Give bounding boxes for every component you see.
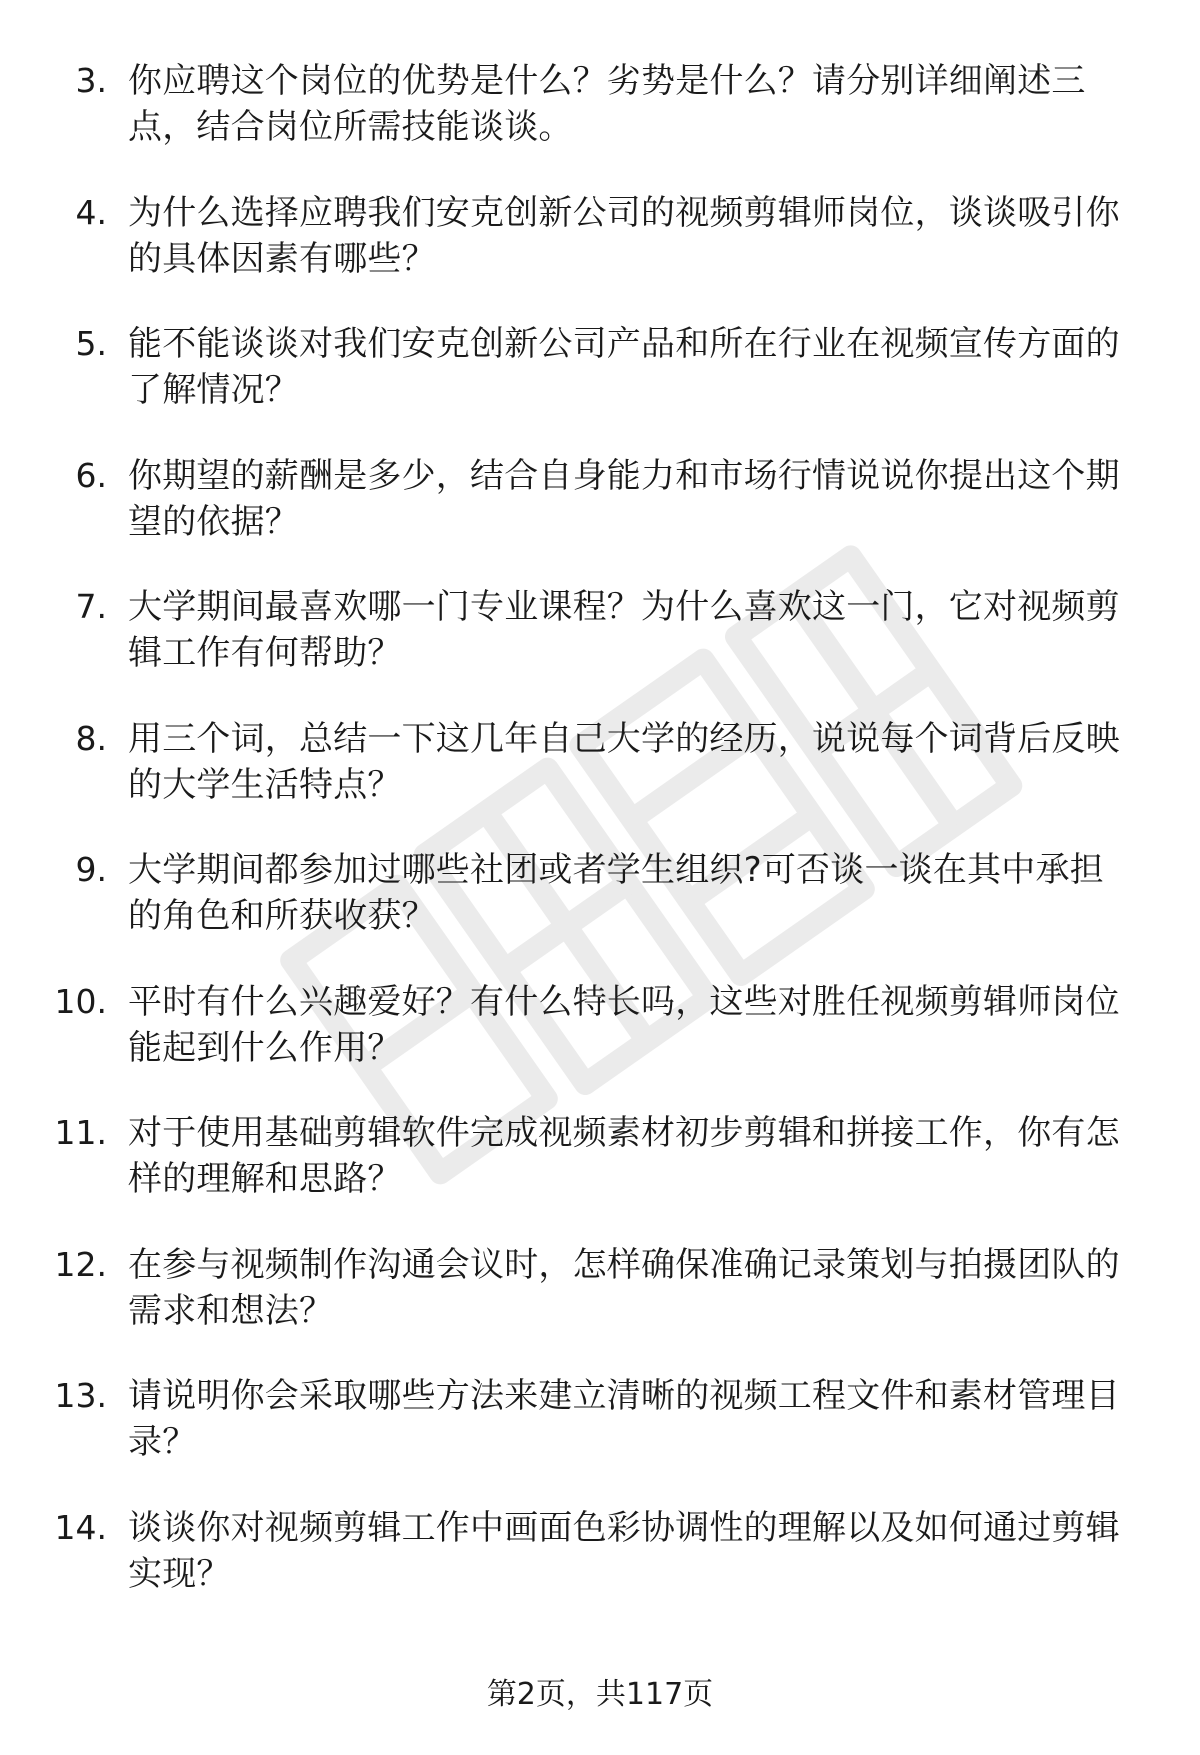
- question-number: 14.: [54, 1507, 107, 1547]
- list-item: [0, 1373, 1200, 1505]
- list-item: [0, 584, 1200, 716]
- question-text: 谈谈你对视频剪辑工作中画面色彩协调性的理解以及如何通过剪辑实现？: [128, 1507, 1120, 1594]
- question-text: 对于使用基础剪辑软件完成视频素材初步剪辑和拼接工作，你有怎样的理解和思路？: [128, 1113, 1120, 1199]
- page-footer: 第2页，共117页: [486, 1677, 714, 1712]
- list-item: [0, 847, 1200, 979]
- question-text: 请说明你会采取哪些方法来建立清晰的视频工程文件和素材管理目录？: [128, 1376, 1120, 1462]
- question-number: 8.: [75, 718, 107, 758]
- list-item: [0, 1110, 1200, 1242]
- question-text: 能不能谈谈对我们安克创新公司产品和所在行业在视频宣传方面的了解情况？: [128, 324, 1120, 410]
- list-item: [0, 453, 1200, 585]
- question-text: 平时有什么兴趣爱好？有什么特长吗，这些对胜任视频剪辑师岗位能起到什么作用？: [128, 981, 1120, 1068]
- list-item: [0, 321, 1200, 453]
- question-list: [0, 58, 1200, 1636]
- question-number: 9.: [75, 850, 107, 889]
- question-text: 你应聘这个岗位的优势是什么？劣势是什么？请分别详细阐述三点，结合岗位所需技能谈谈。: [128, 61, 1086, 147]
- list-item: [0, 1505, 1200, 1637]
- list-item: [0, 58, 1200, 190]
- list-item: [0, 190, 1200, 322]
- question-number: 10.: [54, 981, 107, 1021]
- question-number: 7.: [75, 587, 107, 626]
- list-item: [0, 1242, 1200, 1374]
- question-text: 用三个词，总结一下这几年自己大学的经历，说说每个词背后反映的大学生活特点？: [128, 718, 1120, 805]
- question-number: 4.: [75, 192, 107, 232]
- list-item: [0, 979, 1200, 1111]
- question-number: 6.: [75, 455, 107, 495]
- question-number: 3.: [75, 61, 107, 100]
- question-text: 大学期间最喜欢哪一门专业课程？为什么喜欢这一门，它对视频剪辑工作有何帮助？: [128, 587, 1120, 673]
- question-text: 大学期间都参加过哪些社团或者学生组织?可否谈一谈在其中承担的角色和所获收获？: [128, 850, 1104, 936]
- question-text: 为什么选择应聘我们安克创新公司的视频剪辑师岗位，谈谈吸引你的具体因素有哪些？: [128, 192, 1120, 279]
- question-number: 13.: [54, 1376, 107, 1415]
- question-text: 你期望的薪酬是多少，结合自身能力和市场行情说说你提出这个期望的依据？: [128, 455, 1120, 542]
- question-text: 在参与视频制作沟通会议时，怎样确保准确记录策划与拍摄团队的需求和想法？: [128, 1244, 1120, 1331]
- question-number: 5.: [75, 324, 107, 363]
- question-number: 12.: [54, 1244, 107, 1284]
- question-number: 11.: [54, 1113, 107, 1152]
- list-item: [0, 716, 1200, 848]
